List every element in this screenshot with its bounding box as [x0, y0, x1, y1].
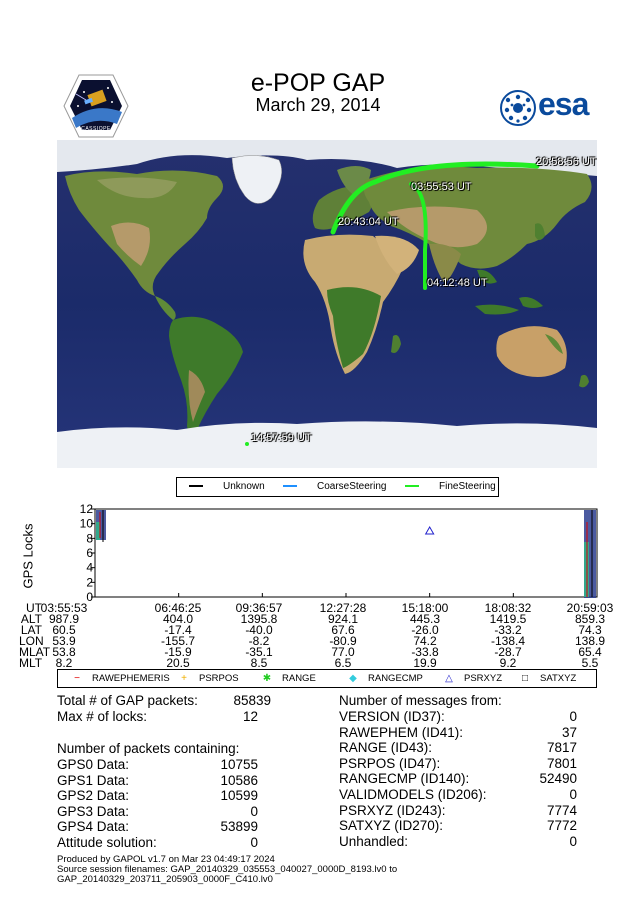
table-cell: 6.5 [334, 656, 352, 670]
table-cell: -28.7 [494, 645, 522, 659]
esa-logo-text: esa [538, 86, 589, 122]
table-cell: 859.3 [574, 612, 606, 626]
orbit-parameter-table [0, 600, 636, 670]
message-count-value: 0 [569, 833, 577, 849]
packet-count-value: 0 [250, 803, 258, 819]
table-cell: 53.9 [52, 634, 76, 648]
table-cell: 138.9 [574, 634, 606, 648]
max-locks-label: Max # of locks: [57, 709, 148, 724]
table-cell: 03:55:53 [40, 601, 88, 615]
y-tick-label: 2 [86, 575, 93, 590]
table-cell: -15.9 [164, 645, 192, 659]
message-count-label: PSRXYZ (ID243): [339, 802, 446, 818]
legend-label: RANGECMP [368, 673, 423, 684]
page-date: March 29, 2014 [255, 95, 381, 115]
message-count-label: VALIDMODELS (ID206): [339, 787, 487, 802]
legend-item-coarse [283, 481, 386, 492]
row-label-lat: LAT [20, 623, 42, 637]
table-cell: 8.2 [55, 656, 73, 670]
table-cell: -8.2 [248, 634, 270, 648]
table-cell: 404.0 [162, 612, 194, 626]
table-cell: 74.3 [578, 623, 602, 637]
legend-item-psrpos [173, 673, 239, 684]
packet-count-label: GPS2 Data: [57, 788, 130, 803]
packet-count-label: Attitude solution: [57, 834, 157, 850]
message-count-label: RANGE (ID43): [339, 740, 433, 756]
footer-produced-by: Produced by GAPOL v1.7 on Mar 23 04:49:17 2024 [57, 854, 275, 865]
legend-label: SATXYZ [540, 673, 577, 684]
legend-item-range [256, 673, 316, 684]
table-cell: -35.1 [245, 645, 273, 659]
legend-label-coarse: CoarseSteering [317, 481, 387, 492]
table-cell: 06:46:25 [154, 601, 202, 615]
table-cell: 987.9 [48, 612, 80, 626]
message-count-label: SATXYZ (ID270): [339, 818, 444, 834]
table-cell: 53.8 [52, 645, 76, 659]
page-title: e-POP GAP [250, 69, 386, 97]
message-count-value: 0 [569, 787, 577, 802]
table-cell: -138.4 [490, 634, 526, 648]
footer-source-files: Source session filenames: GAP_20140329_035553_040027_0000D_8193.lv0 to [57, 864, 398, 875]
legend-marker-icon: − [74, 673, 80, 684]
message-count-value: 0 [569, 709, 577, 724]
table-cell: 1419.5 [489, 612, 527, 626]
packet-count-value: 10755 [220, 757, 258, 772]
legend-line-coarse [283, 485, 297, 487]
message-count-value: 7772 [546, 818, 577, 834]
table-cell: 67.6 [331, 623, 355, 637]
message-type-legend [57, 669, 597, 688]
steering-legend [176, 477, 499, 497]
legend-marker-icon: ✱ [262, 673, 272, 684]
table-cell: -33.8 [411, 645, 439, 659]
legend-item-satxyz [514, 673, 576, 684]
message-count-value: 37 [561, 724, 577, 740]
packet-count-value: 10599 [220, 788, 258, 803]
table-cell: 924.1 [327, 612, 359, 626]
table-cell: -33.2 [494, 623, 522, 637]
message-count-label: RANGECMP (ID140): [339, 771, 470, 787]
table-cell: 77.0 [331, 645, 355, 659]
esa-logo [498, 88, 598, 128]
chart-ylabel: GPS Locks [20, 523, 36, 589]
message-count-label: RAWEPHEM (ID41): [339, 724, 464, 740]
legend-item-unknown [189, 481, 265, 492]
table-cell: -155.7 [160, 634, 196, 648]
table-cell: 19.9 [413, 656, 437, 670]
legend-marker-icon: □ [521, 673, 529, 684]
track-label-start: 03:55:53 UT [411, 181, 472, 193]
legend-line-fine [405, 485, 419, 487]
table-cell: -80.9 [329, 634, 357, 648]
table-cell: 18:08:32 [484, 601, 532, 615]
table-cell: 09:36:57 [235, 601, 283, 615]
max-locks-value: 12 [242, 709, 258, 724]
packet-count-label: GPS3 Data: [57, 803, 130, 819]
message-count-label: Unhandled: [339, 833, 409, 849]
total-packets-label: Total # of GAP packets: [57, 693, 198, 708]
table-cell: 60.5 [52, 623, 76, 637]
data-cluster-start [96, 510, 106, 542]
row-label-alt: ALT [20, 612, 42, 626]
y-tick-label: 6 [86, 546, 93, 560]
packet-count-label: GPS1 Data: [57, 772, 130, 788]
track-label-india: 04:12:48 UT [427, 277, 488, 289]
table-cell: 15:18:00 [401, 601, 449, 615]
table-cell: 9.2 [499, 656, 517, 670]
y-tick-label: 8 [86, 531, 93, 546]
message-count-label: VERSION (ID37): [339, 709, 445, 724]
table-cell: 5.5 [581, 656, 599, 670]
legend-marker-icon: ◆ [349, 673, 357, 684]
gps-locks-chart [0, 502, 636, 610]
y-tick-label: 12 [79, 502, 93, 516]
message-count-value: 7801 [546, 755, 577, 771]
table-cell: -26.0 [411, 623, 439, 637]
legend-item-fine [405, 481, 496, 492]
legend-item-rawephemeris [66, 673, 170, 684]
packet-count-label: GPS0 Data: [57, 757, 130, 772]
track-label-europe: 20:43:04 UT [338, 216, 399, 228]
message-count-value: 7774 [546, 802, 577, 818]
row-label-lon: LON [19, 634, 44, 648]
table-cell: 1395.8 [240, 612, 278, 626]
packets-containing-heading: Number of packets containing: [57, 741, 240, 756]
packet-count-value: 0 [250, 834, 258, 850]
table-cell: -17.4 [164, 623, 192, 637]
table-cell: -40.0 [245, 623, 273, 637]
legend-item-rangecmp [342, 673, 423, 684]
message-count-label: PSRPOS (ID47): [339, 755, 441, 771]
table-cell: 20:59:03 [566, 601, 614, 615]
data-cluster-end [584, 510, 596, 598]
message-count-value: 52490 [539, 771, 577, 787]
packet-count-label: GPS4 Data: [57, 819, 130, 834]
track-label-antarctica: 14:57:59 UT [251, 432, 312, 444]
world-map [57, 140, 597, 468]
total-packets-value: 85839 [233, 693, 271, 708]
legend-label-unknown: Unknown [223, 481, 265, 492]
table-cell: 12:27:28 [319, 601, 367, 615]
legend-label-fine: FineSteering [439, 481, 496, 492]
legend-marker-icon: + [181, 673, 187, 684]
legend-label: PSRPOS [199, 673, 239, 684]
table-cell: 65.4 [578, 645, 602, 659]
y-tick-label: 10 [79, 516, 93, 531]
track-label-end: 20:58:56 UT [536, 156, 597, 168]
packet-count-value: 53899 [220, 819, 258, 834]
legend-label: PSRXYZ [464, 673, 503, 684]
table-cell: 20.5 [166, 656, 190, 670]
row-label-ut: UT [26, 601, 42, 615]
legend-label: RAWEPHEMERIS [92, 673, 170, 684]
packet-count-value: 10586 [220, 772, 258, 788]
legend-label: RANGE [282, 673, 316, 684]
messages-heading: Number of messages from: [339, 693, 502, 708]
footer-source-files-end: GAP_20140329_203711_205903_0000F_C410.lv0 [57, 874, 273, 885]
legend-item-psrxyz [438, 673, 502, 684]
table-cell: 445.3 [409, 612, 441, 626]
y-tick-label: 4 [86, 560, 93, 575]
y-tick-label: 0 [86, 590, 93, 604]
cassiope-logo-text: CASSIOPE [81, 126, 111, 132]
table-cell: 74.2 [413, 634, 437, 648]
row-label-mlat: MLAT [19, 645, 51, 659]
legend-marker-icon: △ [445, 673, 453, 684]
legend-line-unknown [189, 485, 203, 487]
message-count-value: 7817 [546, 740, 577, 756]
row-label-mlt: MLT [19, 656, 43, 670]
table-cell: 8.5 [250, 656, 268, 670]
